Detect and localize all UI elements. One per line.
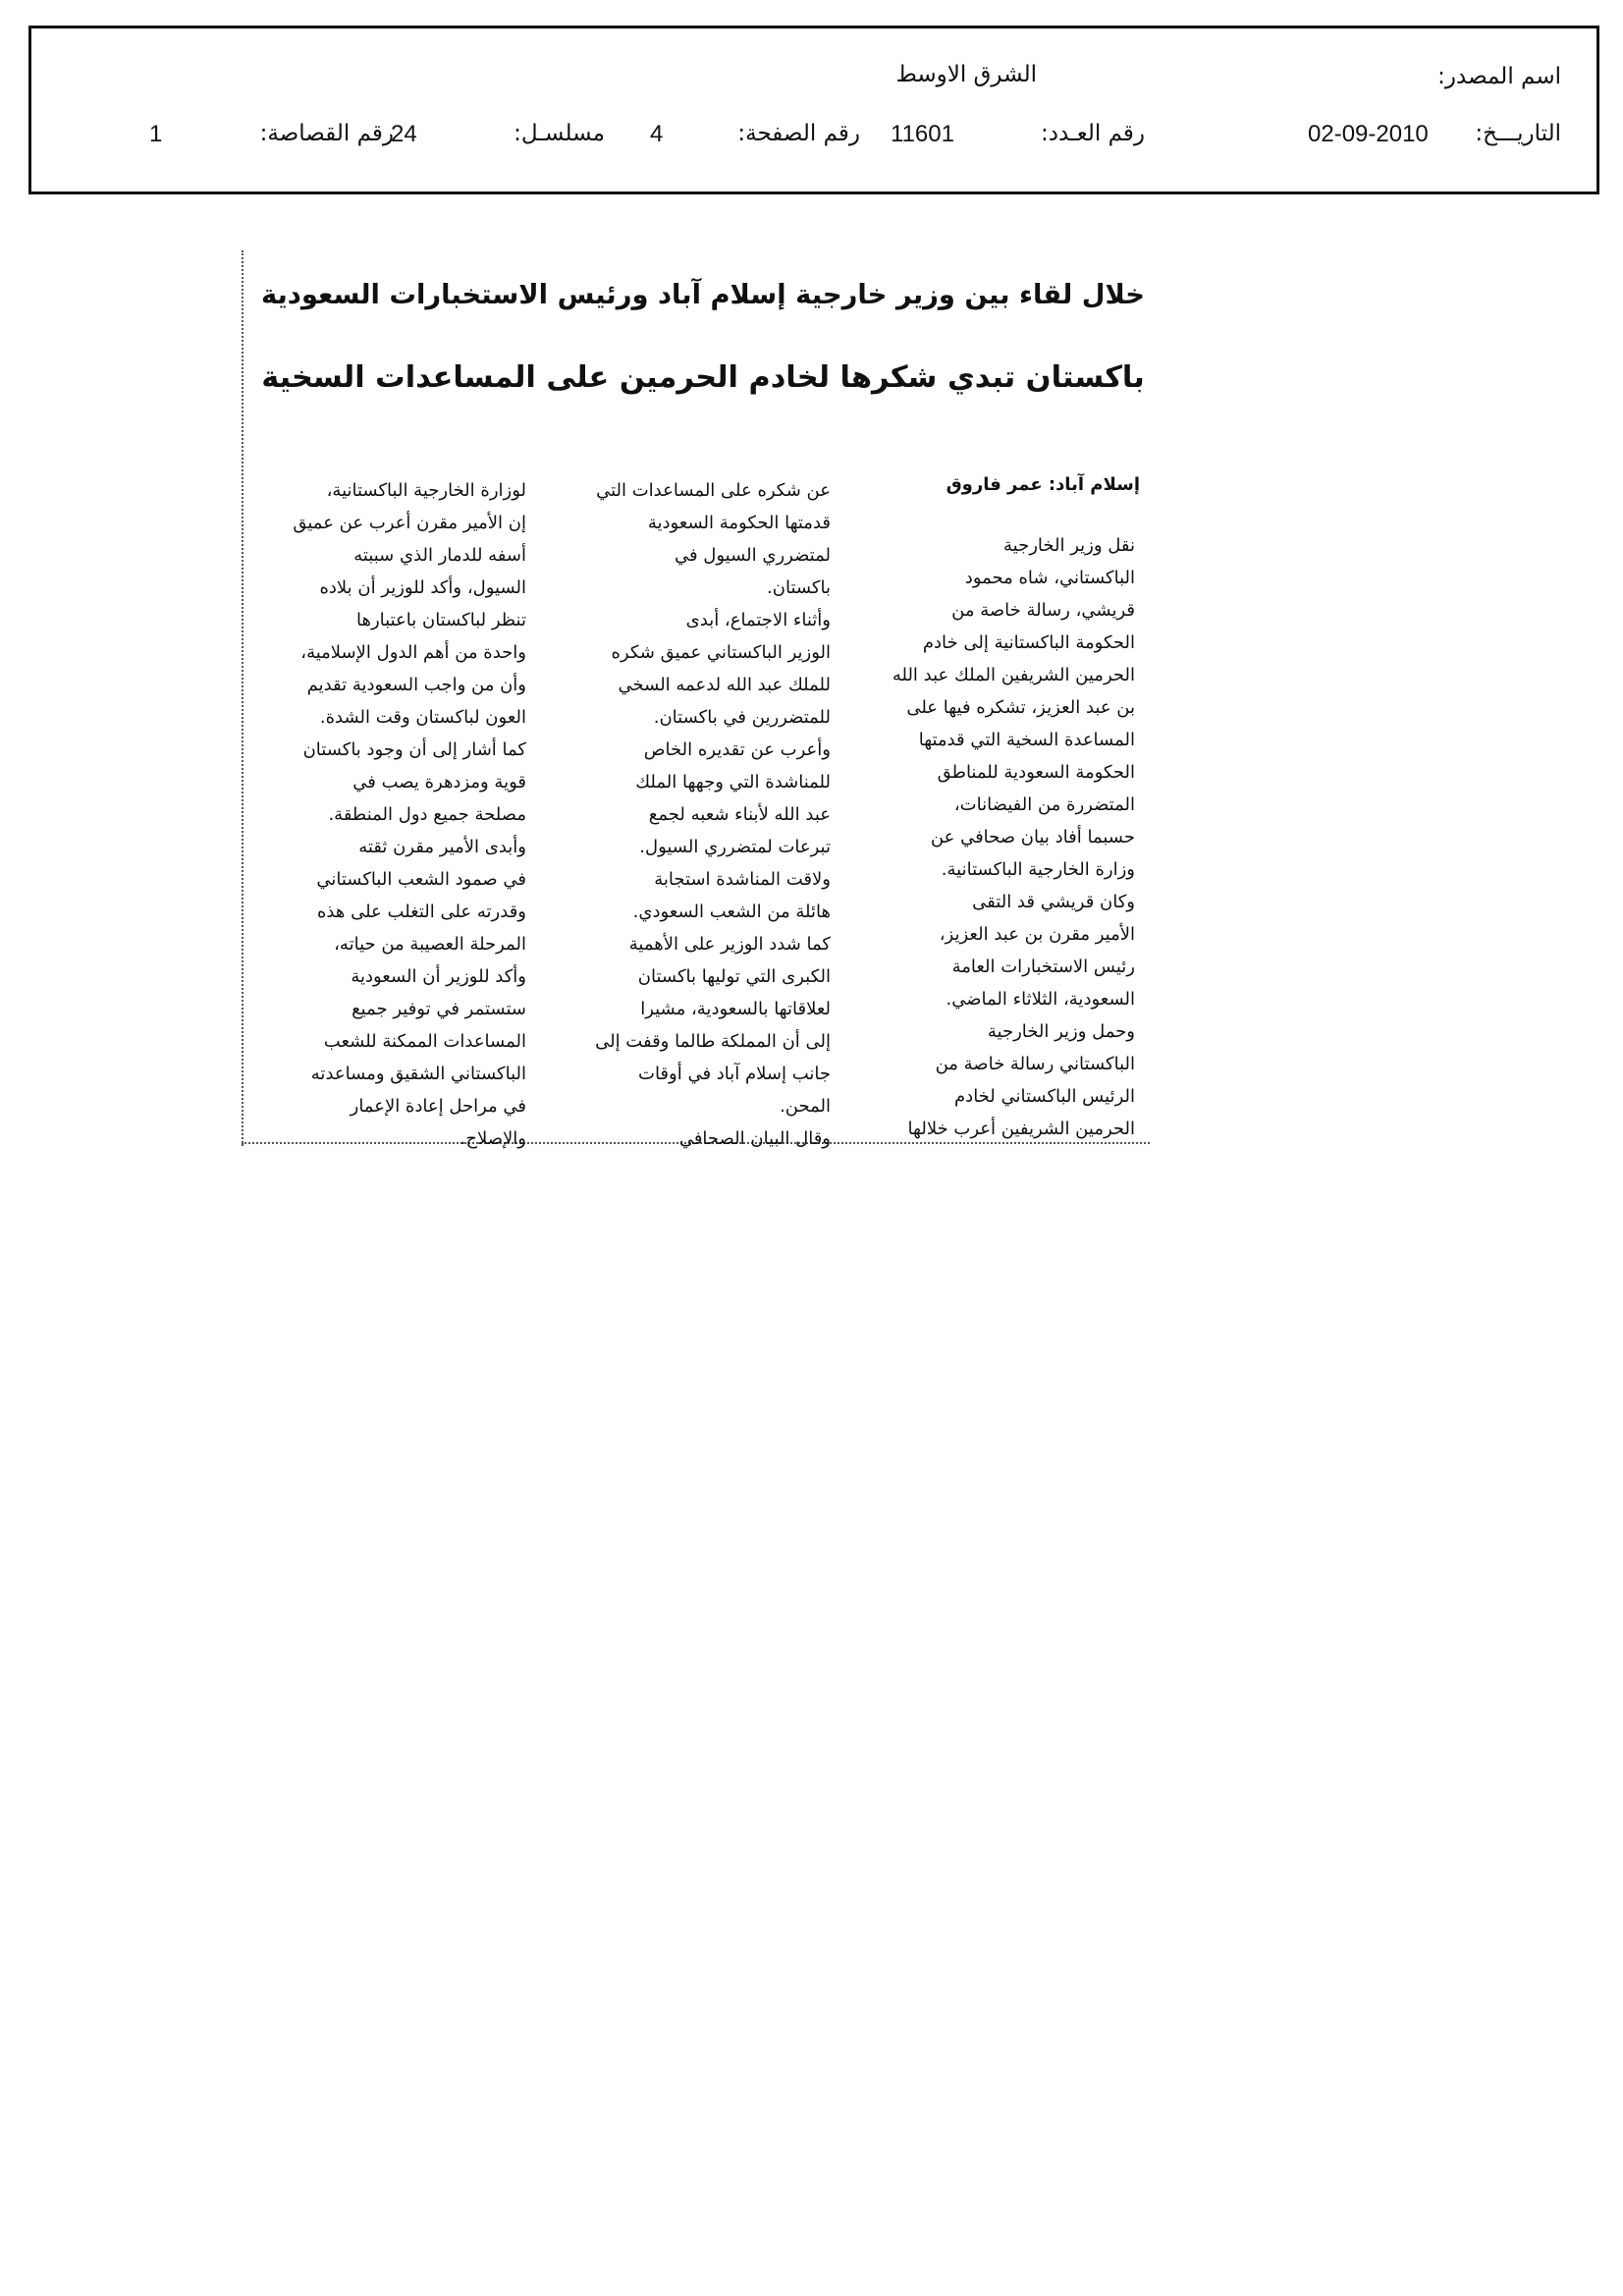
article-text-line: المحن. bbox=[780, 1096, 831, 1117]
article-text-line: وأعرب عن تقديره الخاص bbox=[643, 739, 831, 760]
article-text-line: المساعدة السخية التي قدمتها bbox=[918, 730, 1135, 750]
article-text-line: الحكومة الباكستانية إلى خادم bbox=[922, 632, 1135, 653]
article-text-line: ولاقت المناشدة استجابة bbox=[654, 869, 831, 890]
article-text-line: قدمتها الحكومة السعودية bbox=[647, 513, 831, 533]
article-text-line: حسبما أفاد بيان صحافي عن bbox=[930, 827, 1135, 847]
article-text-line: وأن من واجب السعودية تقديم bbox=[306, 675, 526, 695]
article-text-line: تبرعات لمتضرري السيول. bbox=[639, 837, 831, 857]
article-text-line: وأثناء الاجتماع، أبدى bbox=[685, 610, 831, 630]
article-text-line: الباكستاني رسالة خاصة من bbox=[935, 1054, 1135, 1074]
article-text-line: عبد الله لأبناء شعبه لجمع bbox=[648, 804, 831, 825]
article-text-line: الرئيس الباكستاني لخادم bbox=[954, 1086, 1135, 1107]
clip-number-label: رقم القصاصة: bbox=[259, 121, 394, 146]
article-text-line: لعلاقاتها بالسعودية، مشيرا bbox=[640, 999, 831, 1019]
article-text-line: الباكستاني الشقيق ومساعدته bbox=[310, 1064, 526, 1084]
article-text-line: قريشي، رسالة خاصة من bbox=[951, 600, 1135, 621]
page-label: رقم الصفحة: bbox=[737, 121, 860, 146]
date-value: 02-09-2010 bbox=[1308, 121, 1429, 147]
issue-label: رقم العـدد: bbox=[1040, 121, 1145, 146]
article-text-line: أسفه للدمار الذي سببته bbox=[353, 545, 526, 566]
document-header-box bbox=[28, 26, 1599, 194]
article-subheadline: خلال لقاء بين وزير خارجية إسلام آباد ورئيس الاستخبارات السعودية bbox=[260, 280, 1145, 310]
article-text-line: للمتضررين في باكستان. bbox=[653, 707, 831, 728]
issue-value: 11601 bbox=[891, 121, 954, 147]
article-text-line: وقال البيان الصحافي bbox=[678, 1128, 831, 1149]
article-text-line: الكبرى التي توليها باكستان bbox=[637, 966, 831, 987]
article-text-line: الباكستاني، شاه محمود bbox=[964, 568, 1135, 588]
article-text-line: وأكد للوزير أن السعودية bbox=[351, 966, 526, 987]
article-text-line: كما شدد الوزير على الأهمية bbox=[628, 934, 831, 955]
article-text-line: الأمير مقرن بن عبد العزيز، bbox=[939, 924, 1135, 945]
serial-label: مسلسـل: bbox=[514, 121, 605, 146]
article-text-line: إلى أن المملكة طالما وقفت إلى bbox=[595, 1031, 831, 1052]
article-text-line: بن عبد العزيز، تشكره فيها على bbox=[906, 697, 1135, 718]
article-text-line: الحرمين الشريفين أعرب خلالها bbox=[907, 1119, 1135, 1139]
article-text-line: السيول، وأكد للوزير أن بلاده bbox=[319, 577, 526, 598]
article-text-line: المساعدات الممكنة للشعب bbox=[323, 1031, 526, 1052]
article-text-line: الحرمين الشريفين الملك عبد الله bbox=[892, 665, 1135, 685]
article-text-line: عن شكره على المساعدات التي bbox=[596, 480, 831, 501]
article-text-line: المرحلة العصيبة من حياته، bbox=[334, 934, 526, 955]
article-text-line: الحكومة السعودية للمناطق bbox=[937, 762, 1135, 783]
article-text-line: نقل وزير الخارجية bbox=[1002, 535, 1135, 556]
article-text-line: قوية ومزدهرة يصب في bbox=[352, 772, 526, 793]
article-text-line: المتضررة من الفيضانات، bbox=[953, 794, 1135, 815]
source-value: الشرق الاوسط bbox=[895, 62, 1037, 87]
article-text-line: وكان قريشي قد التقى bbox=[972, 892, 1135, 912]
article-text-line: إن الأمير مقرن أعرب عن عميق bbox=[293, 513, 526, 533]
article-text-line: وأبدى الأمير مقرن ثقته bbox=[358, 837, 526, 857]
article-text-line: رئيس الاستخبارات العامة bbox=[951, 957, 1135, 977]
article-text-line: لوزارة الخارجية الباكستانية، bbox=[326, 480, 526, 501]
serial-value: 24 bbox=[391, 121, 417, 147]
article-byline: إسلام آباد: عمر فاروق bbox=[946, 474, 1140, 495]
article-text-line: لمتضرري السيول في bbox=[674, 545, 831, 566]
article-text-line: تنظر لباكستان باعتبارها bbox=[356, 610, 526, 630]
article-text-line: باكستان. bbox=[767, 577, 831, 598]
article-text-line: جانب إسلام آباد في أوقات bbox=[638, 1064, 831, 1084]
clip-number-value: 1 bbox=[149, 121, 163, 147]
article-text-line: في مراحل إعادة الإعمار bbox=[350, 1096, 526, 1117]
article-text-line: العون لباكستان وقت الشدة. bbox=[319, 707, 526, 728]
article-text-line: الوزير الباكستاني عميق شكره bbox=[611, 642, 831, 663]
source-label: اسم المصدر: bbox=[1437, 64, 1561, 89]
article-text-line: وحمل وزير الخارجية bbox=[987, 1021, 1135, 1042]
clipping-left-border bbox=[242, 250, 243, 1146]
article-text-line: مصلحة جميع دول المنطقة. bbox=[328, 804, 526, 825]
article-text-line: وزارة الخارجية الباكستانية. bbox=[941, 859, 1135, 880]
article-text-line: السعودية، الثلاثاء الماضي. bbox=[946, 989, 1135, 1010]
newspaper-clipping bbox=[242, 250, 1150, 1149]
article-text-line: ستستمر في توفير جميع bbox=[352, 999, 526, 1019]
article-headline: باكستان تبدي شكرها لخادم الحرمين على المساعدات السخية bbox=[261, 360, 1145, 395]
article-text-line: والإصلاح. bbox=[460, 1128, 526, 1149]
date-label: التاريـــخ: bbox=[1475, 121, 1561, 146]
article-text-line: واحدة من أهم الدول الإسلامية، bbox=[300, 642, 526, 663]
page-value: 4 bbox=[650, 121, 664, 147]
article-text-line: للملك عبد الله لدعمه السخي bbox=[618, 675, 831, 695]
article-text-line: كما أشار إلى أن وجود باكستان bbox=[302, 739, 526, 760]
article-text-line: في صمود الشعب الباكستاني bbox=[316, 869, 526, 890]
article-text-line: وقدرته على التغلب على هذه bbox=[317, 902, 526, 922]
article-text-line: هائلة من الشعب السعودي. bbox=[632, 902, 831, 922]
article-text-line: للمناشدة التي وجهها الملك bbox=[635, 772, 831, 793]
